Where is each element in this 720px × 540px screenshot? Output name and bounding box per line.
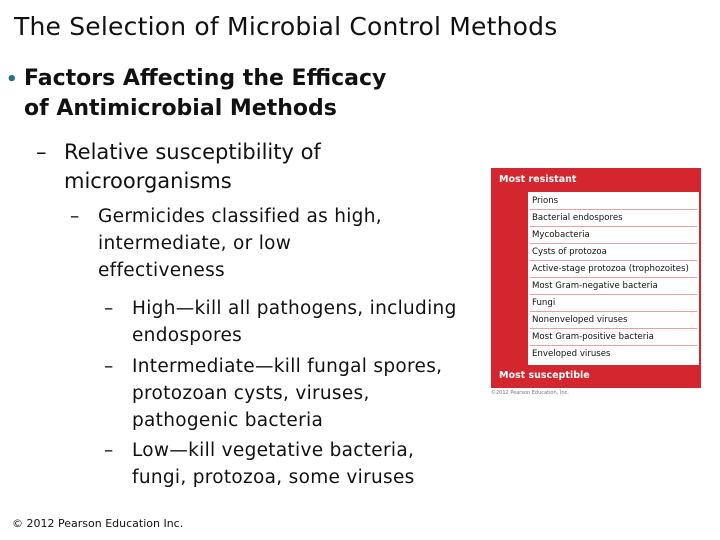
bullet-level2 (36, 138, 456, 196)
susceptibility-figure (491, 168, 701, 388)
figure-item: Active-stage protozoa (trophozoites) (532, 264, 689, 274)
bullet-level4-high-line1-wrap (104, 295, 484, 322)
figure-item: Cysts of protozoa (532, 247, 607, 257)
bullet-level4-intermediate-line1: Intermediate—kill fungal spores, (132, 356, 443, 377)
bullet-level1 (6, 64, 476, 124)
bullet-level4-high (104, 295, 484, 349)
bullet-level4-high-line2: endospores (132, 325, 243, 346)
bullet-level4-intermediate-line2: protozoan cysts, viruses, (132, 383, 370, 404)
figure-divider (530, 328, 697, 329)
bullet-level1-line2: of Antimicrobial Methods (24, 96, 337, 121)
figure-item: Mycobacteria (532, 230, 590, 240)
figure-item: Fungi (532, 298, 556, 308)
bullet-level4-intermediate (104, 353, 484, 434)
dash-marker: – (104, 356, 114, 377)
figure-divider (530, 209, 697, 210)
bullet-dot-icon: • (6, 69, 18, 90)
figure-item: Bacterial endospores (532, 213, 623, 223)
dash-marker: – (104, 298, 114, 319)
bullet-level4-low-line1: Low—kill vegetative bacteria, (132, 440, 415, 461)
figure-divider (530, 345, 697, 346)
bullet-level2-line1: Relative susceptibility of (64, 140, 321, 164)
figure-divider (530, 226, 697, 227)
figure-bottom-label: Most susceptible (499, 370, 590, 381)
bullet-level4-intermediate-line3: pathogenic bacteria (132, 410, 324, 431)
bullet-level3-line1-wrap (70, 203, 460, 230)
bullet-level3-line1: Germicides classified as high, (98, 206, 382, 227)
figure-divider (530, 260, 697, 261)
copyright-footer: © 2012 Pearson Education Inc. (12, 517, 184, 530)
figure-item: Most Gram-negative bacteria (532, 281, 658, 291)
figure-item: Nonenveloped viruses (532, 315, 628, 325)
figure-item: Most Gram-positive bacteria (532, 332, 654, 342)
figure-list (528, 192, 699, 365)
slide-title: The Selection of Microbial Control Methods (14, 12, 558, 41)
bullet-level3-line2: intermediate, or low (98, 233, 292, 254)
bullet-level4-intermediate-line1-wrap (104, 353, 484, 380)
dash-marker: – (104, 440, 114, 461)
bullet-level4-low-line1-wrap (104, 437, 484, 464)
bullet-level4-low-line2: fungi, protozoa, some viruses (132, 467, 415, 488)
bullet-level3 (70, 203, 460, 284)
figure-item: Enveloped viruses (532, 349, 611, 359)
figure-credit: ©2012 Pearson Education, Inc. (491, 390, 569, 396)
dash-marker: – (36, 140, 47, 164)
figure-item: Prions (532, 196, 559, 206)
figure-top-label: Most resistant (499, 174, 577, 185)
figure-divider (530, 311, 697, 312)
dash-marker: – (70, 206, 80, 227)
bullet-level4-high-line1: High—kill all pathogens, including (132, 298, 457, 319)
bullet-level2-line1-wrap (36, 138, 456, 167)
bullet-level3-line3: effectiveness (98, 260, 225, 281)
bullet-level1-line1: Factors Affecting the Efficacy (24, 66, 387, 91)
figure-divider (530, 294, 697, 295)
figure-divider (530, 277, 697, 278)
figure-divider (530, 243, 697, 244)
bullet-level4-low (104, 437, 484, 491)
bullet-level2-line2: microorganisms (64, 169, 232, 193)
